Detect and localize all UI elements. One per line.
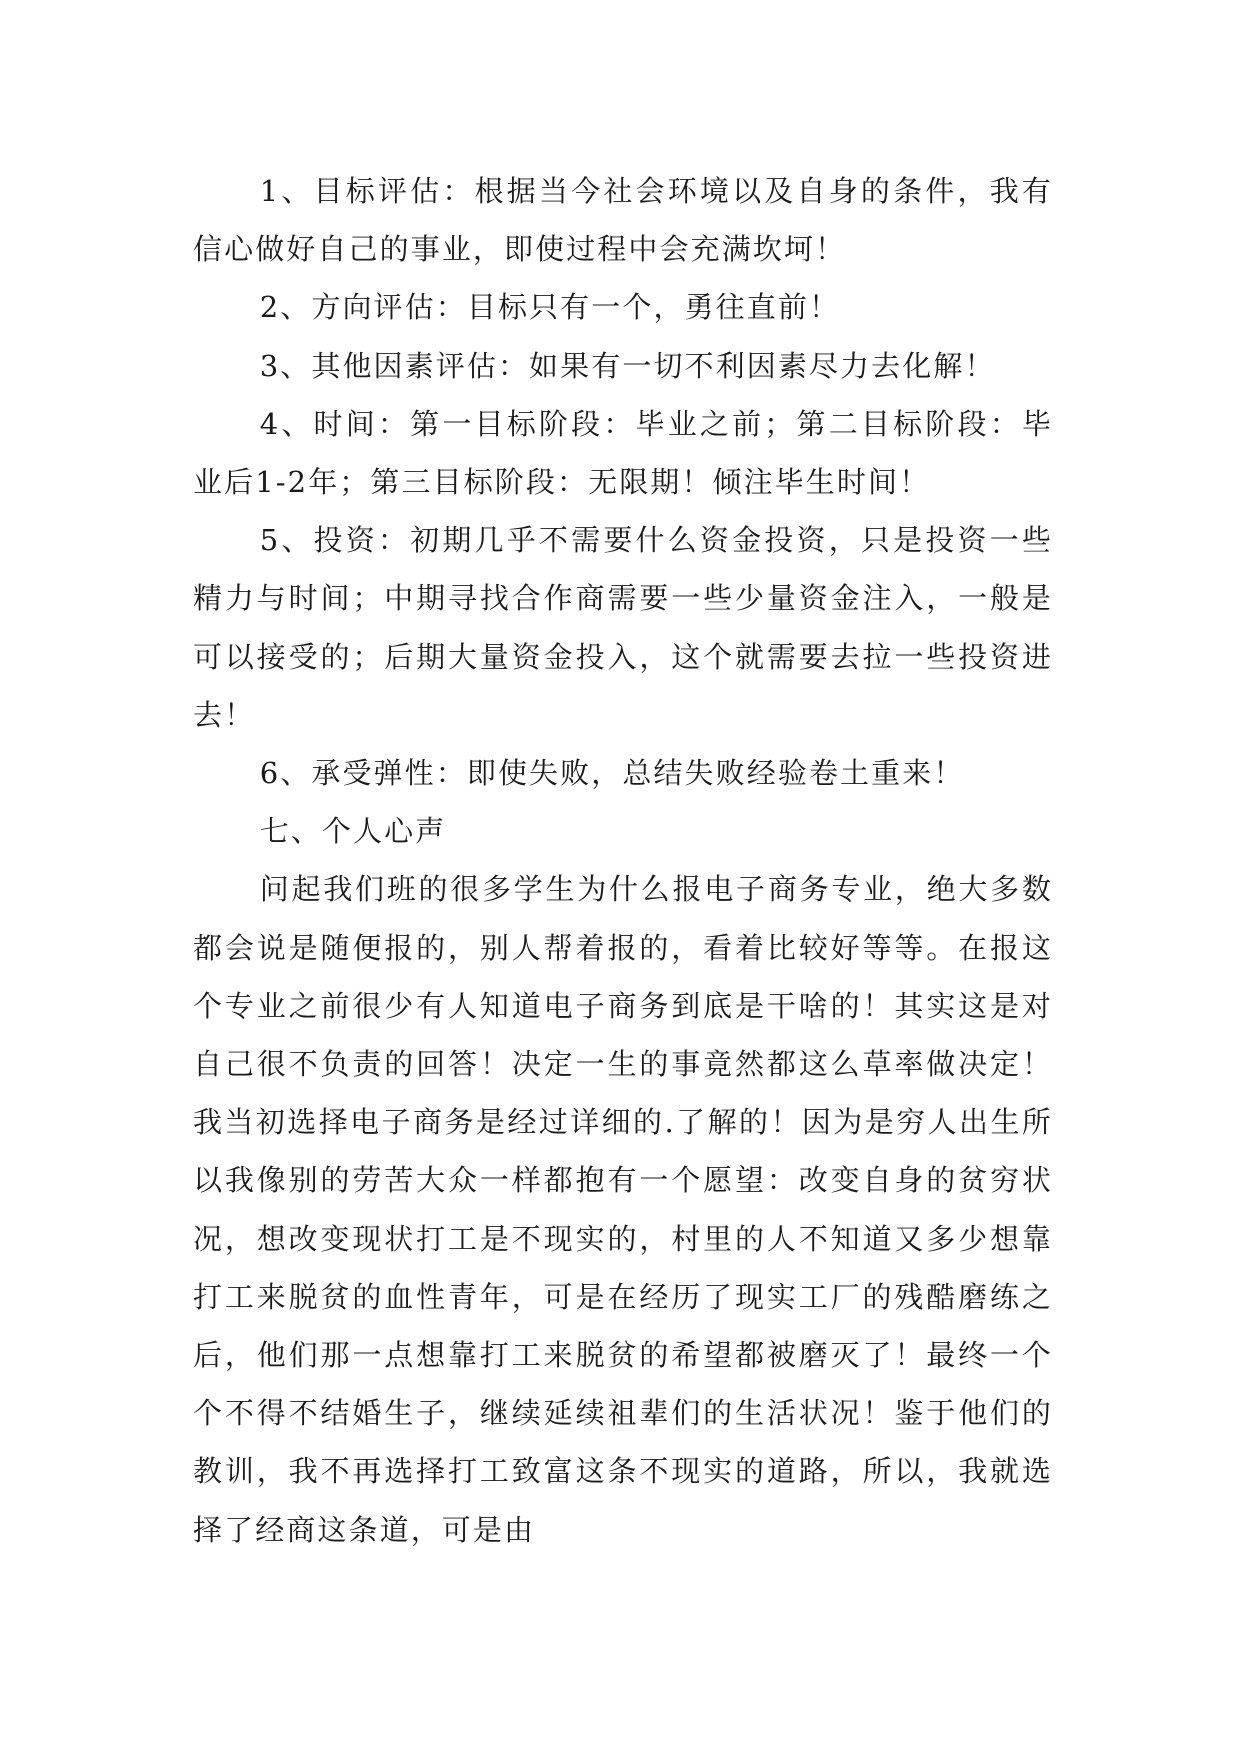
section-heading-personal-voice: 七、个人心声	[259, 814, 447, 849]
paragraph-resilience: 6、承受弹性：即使失败，总结失败经验卷土重来！	[259, 756, 965, 791]
paragraph-investment: 5、投资：初期几乎不需要什么资金投资，只是投资一些精力与时间；中期寻找合作商需要一些少量资金注入，一般是可以接受的；后期大量资金投入，这个就需要去拉一些投资进去！	[193, 523, 1053, 732]
paragraph-time: 4、时间：第一目标阶段：毕业之前；第二目标阶段：毕业后1-2年；第三目标阶段：无限期！倾注毕生时间！	[193, 406, 1053, 500]
paragraph-direction-assessment: 2、方向评估：目标只有一个，勇往直前！	[259, 290, 841, 325]
document-body	[193, 162, 1053, 1559]
paragraph-personal-voice: 问起我们班的很多学生为什么报电子商务专业，绝大多数都会说是随便报的，别人帮着报的，看着比较好等等。在报这个专业之前很少有人知道电子商务到底是干啥的！其实这是对自己很不负责的回答！决定一生的事竟然都这么草率做决定！我当初选择电子商务是经过详细的.了解的！因为是穷人出生所以我像别的劳苦大众一样都抱有一个愿望：改变自身的贫穷状况，想改变现状打工是不现实的，村里的人不知道又多少想靠打工来脱贫的血性青年，可是在经历了现实工厂的残酷磨练之后，他们那一点想靠打工来脱贫的希望都被磨灭了！最终一个个不得不结婚生子，继续延续祖辈们的生活状况！鉴于他们的教训，我不再选择打工致富这条不现实的道路，所以，我就选择了经商这条道，可是由	[193, 872, 1053, 1547]
paragraph-other-factors: 3、其他因素评估：如果有一切不利因素尽力去化解！	[259, 348, 996, 383]
paragraph-goal-assessment: 1、目标评估：根据当今社会环境以及自身的条件，我有信心做好自己的事业，即使过程中会充满坎坷！	[193, 174, 1053, 267]
